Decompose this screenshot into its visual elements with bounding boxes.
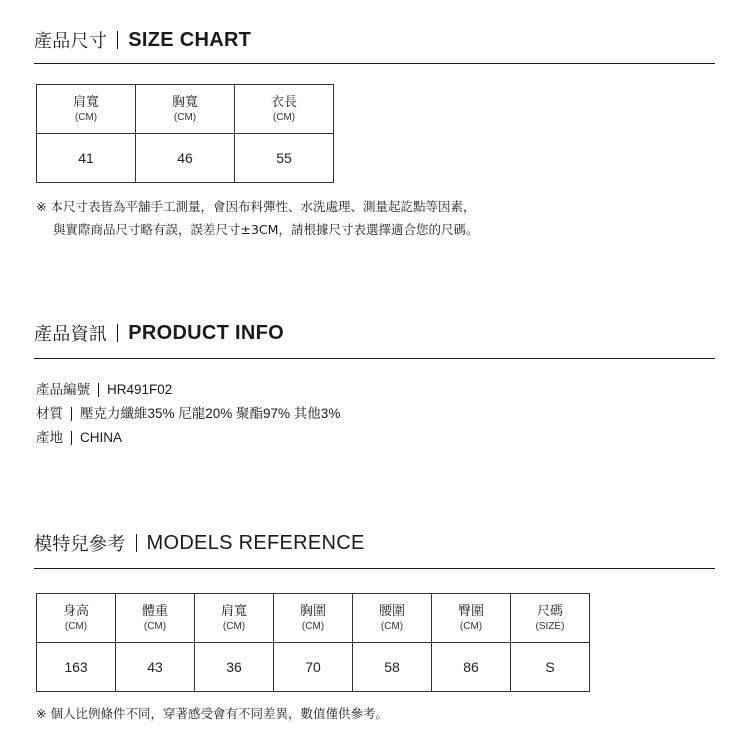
- heading-divider: [117, 31, 118, 49]
- info-divider: [98, 383, 99, 397]
- product-info-list: [36, 378, 340, 450]
- info-value: CHINA: [80, 430, 123, 445]
- size-chart-header-row: [37, 85, 334, 134]
- header-size: [511, 594, 590, 643]
- value-length: 55: [235, 134, 334, 183]
- models-reference-title-en: MODELS REFERENCE: [146, 531, 365, 554]
- models-reference-note: [36, 702, 388, 725]
- value-weight: 43: [116, 643, 195, 692]
- header-label: 腰圍: [378, 604, 405, 619]
- size-chart-heading: [34, 25, 715, 55]
- info-key: 材質: [36, 406, 63, 422]
- size-chart-note: [36, 195, 478, 241]
- header-label: 身高: [62, 604, 89, 619]
- info-key: 產品編號: [36, 382, 90, 398]
- header-label: 肩寬: [72, 95, 99, 110]
- header-unit: (SIZE): [535, 621, 565, 632]
- note-line-1: ※ 本尺寸表皆為平舖手工測量，會因布料彈性、水洗處理、測量起訖點等因素，: [36, 199, 476, 214]
- header-unit: (CM): [143, 621, 167, 632]
- header-chest-width: [136, 85, 235, 134]
- value-height: 163: [37, 643, 116, 692]
- header-unit: (CM): [222, 621, 246, 632]
- info-value: HR491F02: [107, 382, 173, 397]
- header-unit: (CM): [272, 112, 296, 123]
- header-unit: (CM): [380, 621, 404, 632]
- header-label: 肩寬: [220, 604, 247, 619]
- info-row-material: [36, 402, 340, 426]
- models-value-row: [37, 643, 590, 692]
- section-divider: [34, 358, 715, 359]
- models-header-row: [37, 594, 590, 643]
- note-line-2: 與實際商品尺寸略有誤，誤差尺寸±3CM，請根據尺寸表選擇適合您的尺碼。: [53, 222, 479, 237]
- info-row-origin: [36, 426, 340, 450]
- header-shoulder: [195, 594, 274, 643]
- heading-divider: [136, 534, 137, 552]
- header-bust: [274, 594, 353, 643]
- header-label: 體重: [141, 604, 168, 619]
- info-value: 壓克力纖維35% 尼龍20% 聚酯97% 其他3%: [80, 406, 341, 421]
- header-hip: [432, 594, 511, 643]
- info-divider: [71, 431, 72, 445]
- models-note-line: ※ 個人比例條件不同，穿著感受會有不同差異，數值僅供參考。: [36, 706, 388, 721]
- value-shoulder-width: 41: [37, 134, 136, 183]
- size-chart-title-en: SIZE CHART: [128, 28, 252, 51]
- header-weight: [116, 594, 195, 643]
- header-label: 胸圍: [299, 604, 326, 619]
- size-chart-table: [36, 84, 334, 183]
- info-key: 產地: [36, 430, 63, 446]
- info-row-product-code: [36, 378, 340, 402]
- product-info-heading: [34, 318, 715, 348]
- product-info-title-zh: 產品資訊: [34, 324, 108, 345]
- header-label: 衣長: [270, 95, 297, 110]
- header-height: [37, 594, 116, 643]
- header-unit: (CM): [301, 621, 325, 632]
- value-bust: 70: [274, 643, 353, 692]
- header-unit: (CM): [173, 112, 197, 123]
- header-unit: (CM): [74, 112, 98, 123]
- section-divider: [34, 568, 715, 569]
- header-shoulder-width: [37, 85, 136, 134]
- header-label: 尺碼: [536, 604, 563, 619]
- header-waist: [353, 594, 432, 643]
- value-chest-width: 46: [136, 134, 235, 183]
- header-label: 胸寬: [171, 95, 198, 110]
- size-chart-title-zh: 產品尺寸: [34, 31, 108, 52]
- value-shoulder: 36: [195, 643, 274, 692]
- models-reference-title-zh: 模特兒參考: [34, 534, 126, 555]
- header-unit: (CM): [64, 621, 88, 632]
- value-hip: 86: [432, 643, 511, 692]
- value-waist: 58: [353, 643, 432, 692]
- section-divider: [34, 63, 715, 64]
- header-length: [235, 85, 334, 134]
- heading-divider: [117, 324, 118, 342]
- models-reference-heading: [34, 528, 715, 558]
- models-reference-table: [36, 593, 590, 692]
- value-size: S: [511, 643, 590, 692]
- product-info-title-en: PRODUCT INFO: [128, 321, 285, 344]
- info-divider: [71, 407, 72, 421]
- size-chart-value-row: [37, 134, 334, 183]
- header-label: 臀圍: [457, 604, 484, 619]
- header-unit: (CM): [459, 621, 483, 632]
